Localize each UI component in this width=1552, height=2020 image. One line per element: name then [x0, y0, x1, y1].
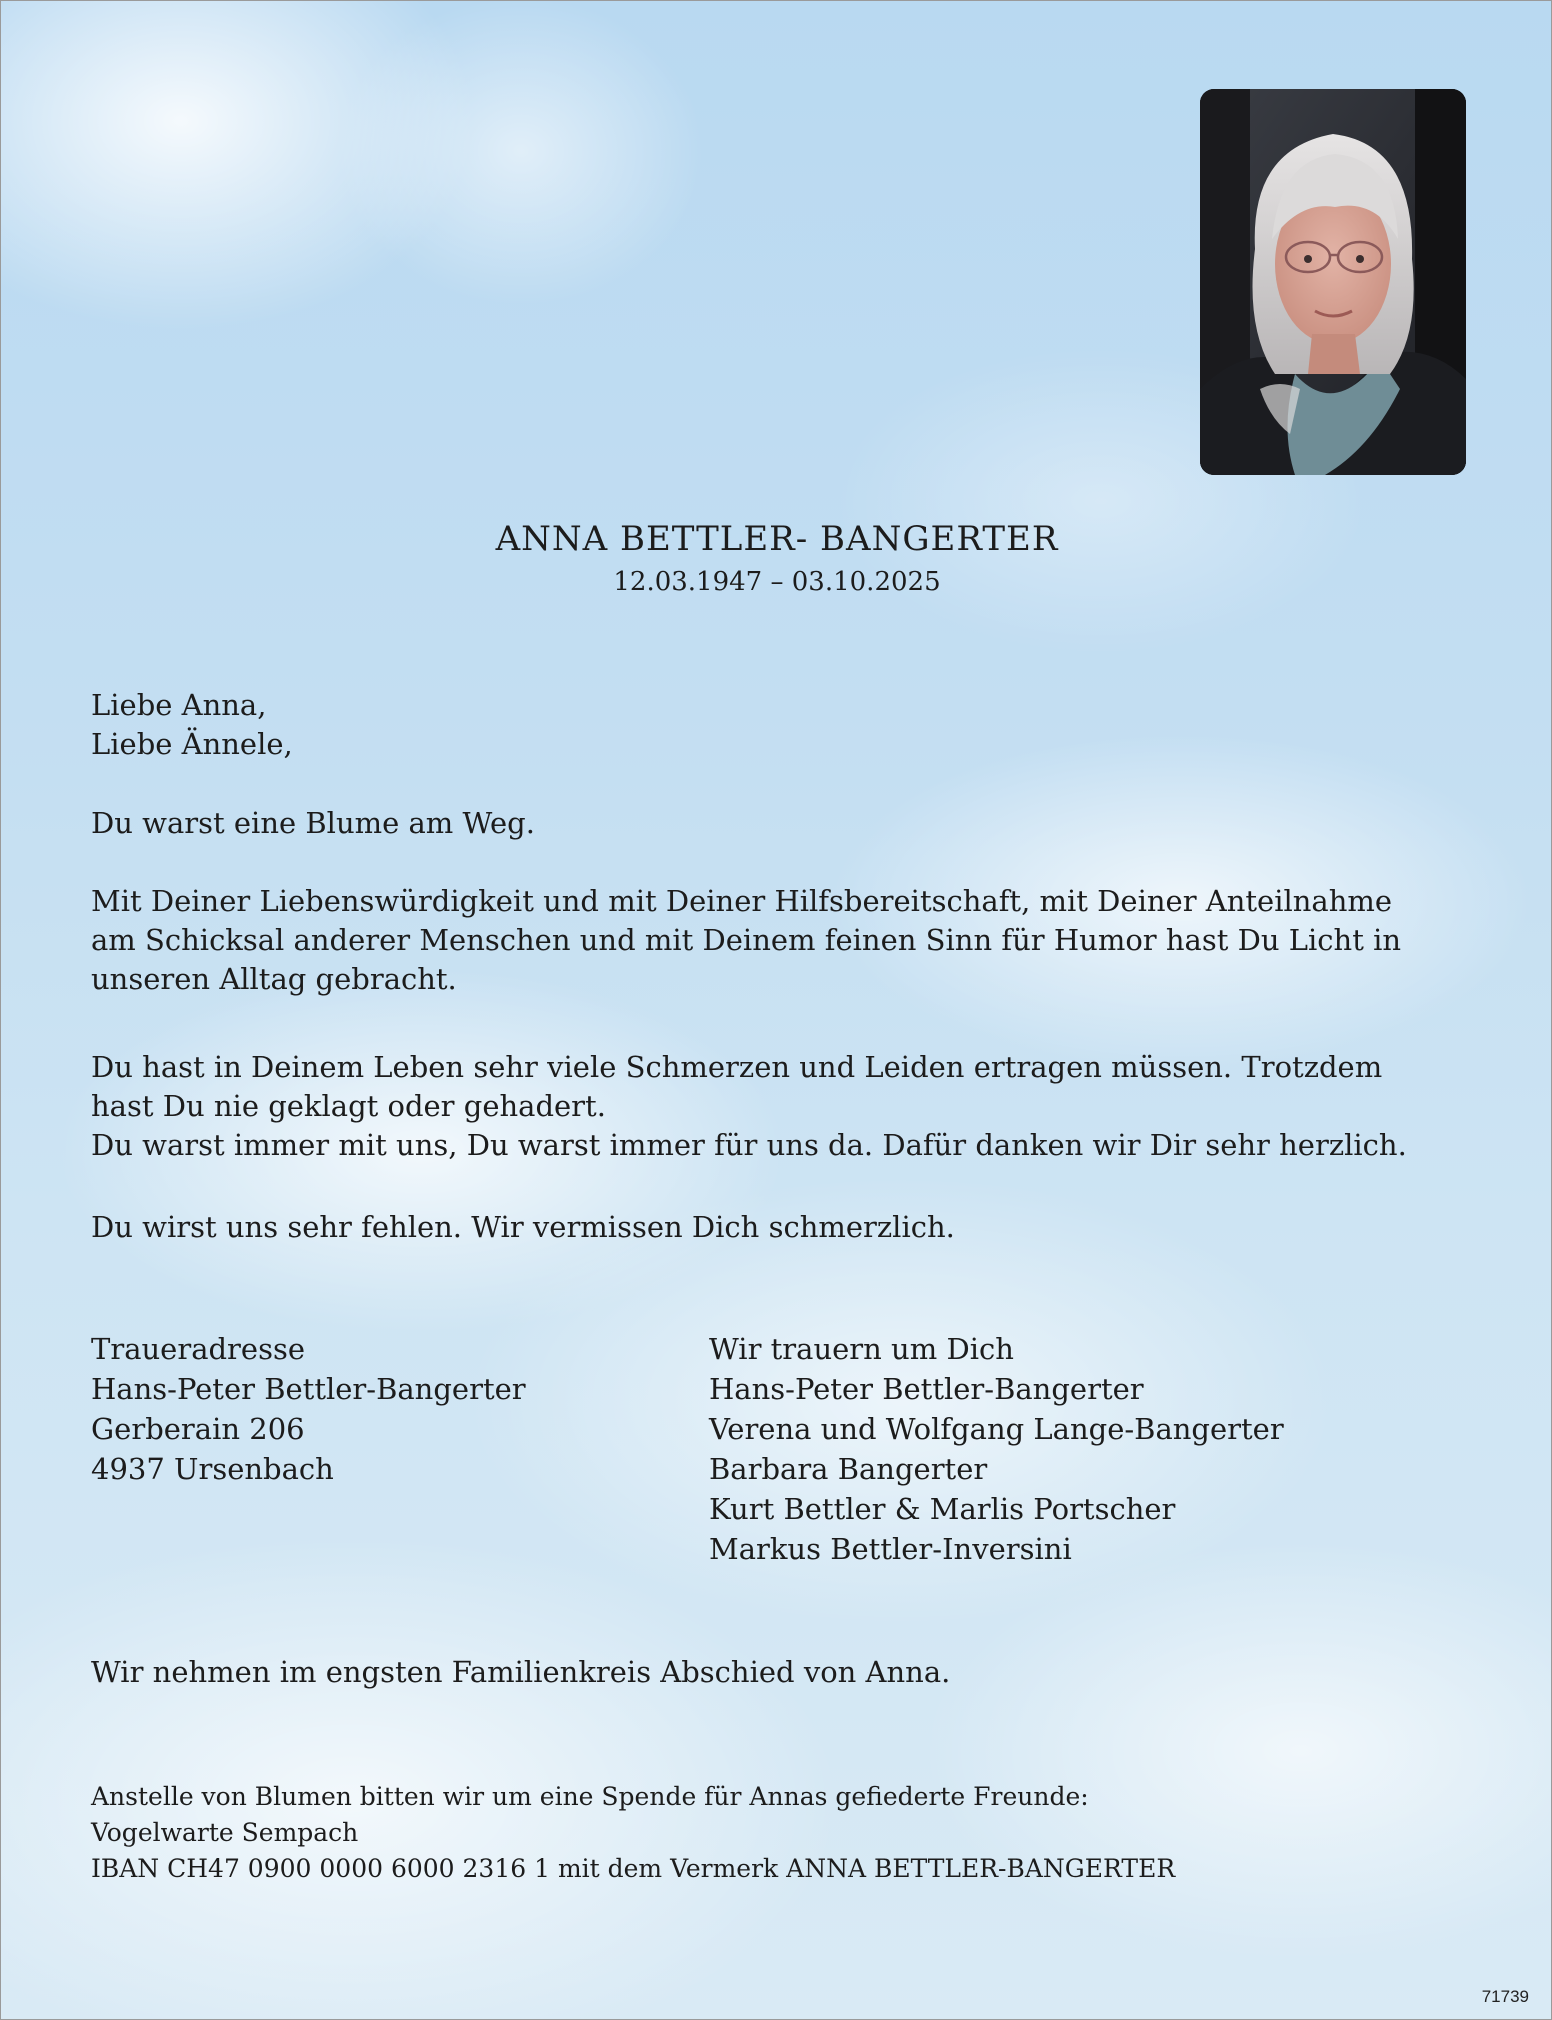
address-line: 4937 Ursenbach — [91, 1452, 334, 1486]
donation-line: Anstelle von Blumen bitten wir um eine Spende für Annas gefiederte Freunde: — [91, 1782, 1089, 1811]
paragraph-line: am Schicksal anderer Menschen und mit Deinem feinen Sinn für Humor hast Du Licht in — [91, 923, 1402, 957]
paragraph-line: Mit Deiner Liebenswürdigkeit und mit Deiner Hilfsbereitschaft, mit Deiner Anteilnahme — [91, 884, 1393, 918]
mourners-list — [709, 1329, 1284, 1569]
reference-number: 71739 — [1481, 1987, 1529, 2006]
mourner-name: Markus Bettler-Inversini — [709, 1532, 1072, 1566]
paragraph — [91, 804, 535, 843]
paragraph-line: Du wirst uns sehr fehlen. Wir vermissen Dich schmerzlich. — [91, 1210, 955, 1244]
mourning-address — [91, 1329, 526, 1489]
address-heading: Traueradresse — [91, 1332, 306, 1366]
donation-line: Vogelwarte Sempach — [91, 1818, 359, 1847]
life-dates: 12.03.1947 – 03.10.2025 — [613, 567, 941, 597]
mourner-name: Kurt Bettler & Marlis Portscher — [709, 1492, 1176, 1526]
paragraph-line: Du warst eine Blume am Weg. — [91, 806, 535, 840]
address-line: Gerberain 206 — [91, 1412, 305, 1446]
donation-line: IBAN CH47 0900 0000 6000 2316 1 mit dem Vermerk ANNA BETTLER-BANGERTER — [91, 1854, 1176, 1883]
mourner-name: Barbara Bangerter — [709, 1452, 988, 1486]
mourner-name: Hans-Peter Bettler-Bangerter — [709, 1372, 1144, 1406]
salutation: Liebe Anna, — [91, 688, 267, 722]
paragraph — [91, 882, 1401, 999]
paragraph — [91, 1208, 955, 1247]
paragraph-line: Du hast in Deinem Leben sehr viele Schmerzen und Leiden ertragen müssen. Trotzdem — [91, 1050, 1383, 1084]
farewell-note — [91, 1653, 950, 1692]
paragraph-line: Du warst immer mit uns, Du warst immer für uns da. Dafür danken wir Dir sehr herzlich. — [91, 1128, 1407, 1162]
paragraph-line: hast Du nie geklagt oder gehadert. — [91, 1089, 606, 1123]
paragraph-line: unseren Alltag gebracht. — [91, 962, 457, 996]
mourners-heading: Wir trauern um Dich — [709, 1332, 1014, 1366]
address-line: Hans-Peter Bettler-Bangerter — [91, 1372, 526, 1406]
farewell-line: Wir nehmen im engsten Familienkreis Abschied von Anna. — [91, 1655, 951, 1689]
letter-body — [91, 686, 293, 764]
donation-note — [91, 1779, 1175, 1887]
portrait-photo — [1200, 89, 1466, 475]
mourner-name: Verena und Wolfgang Lange-Bangerter — [709, 1412, 1284, 1446]
paragraph — [91, 1048, 1407, 1165]
deceased-name: ANNA BETTLER- BANGERTER — [495, 519, 1059, 559]
salutation: Liebe Ännele, — [91, 727, 293, 761]
